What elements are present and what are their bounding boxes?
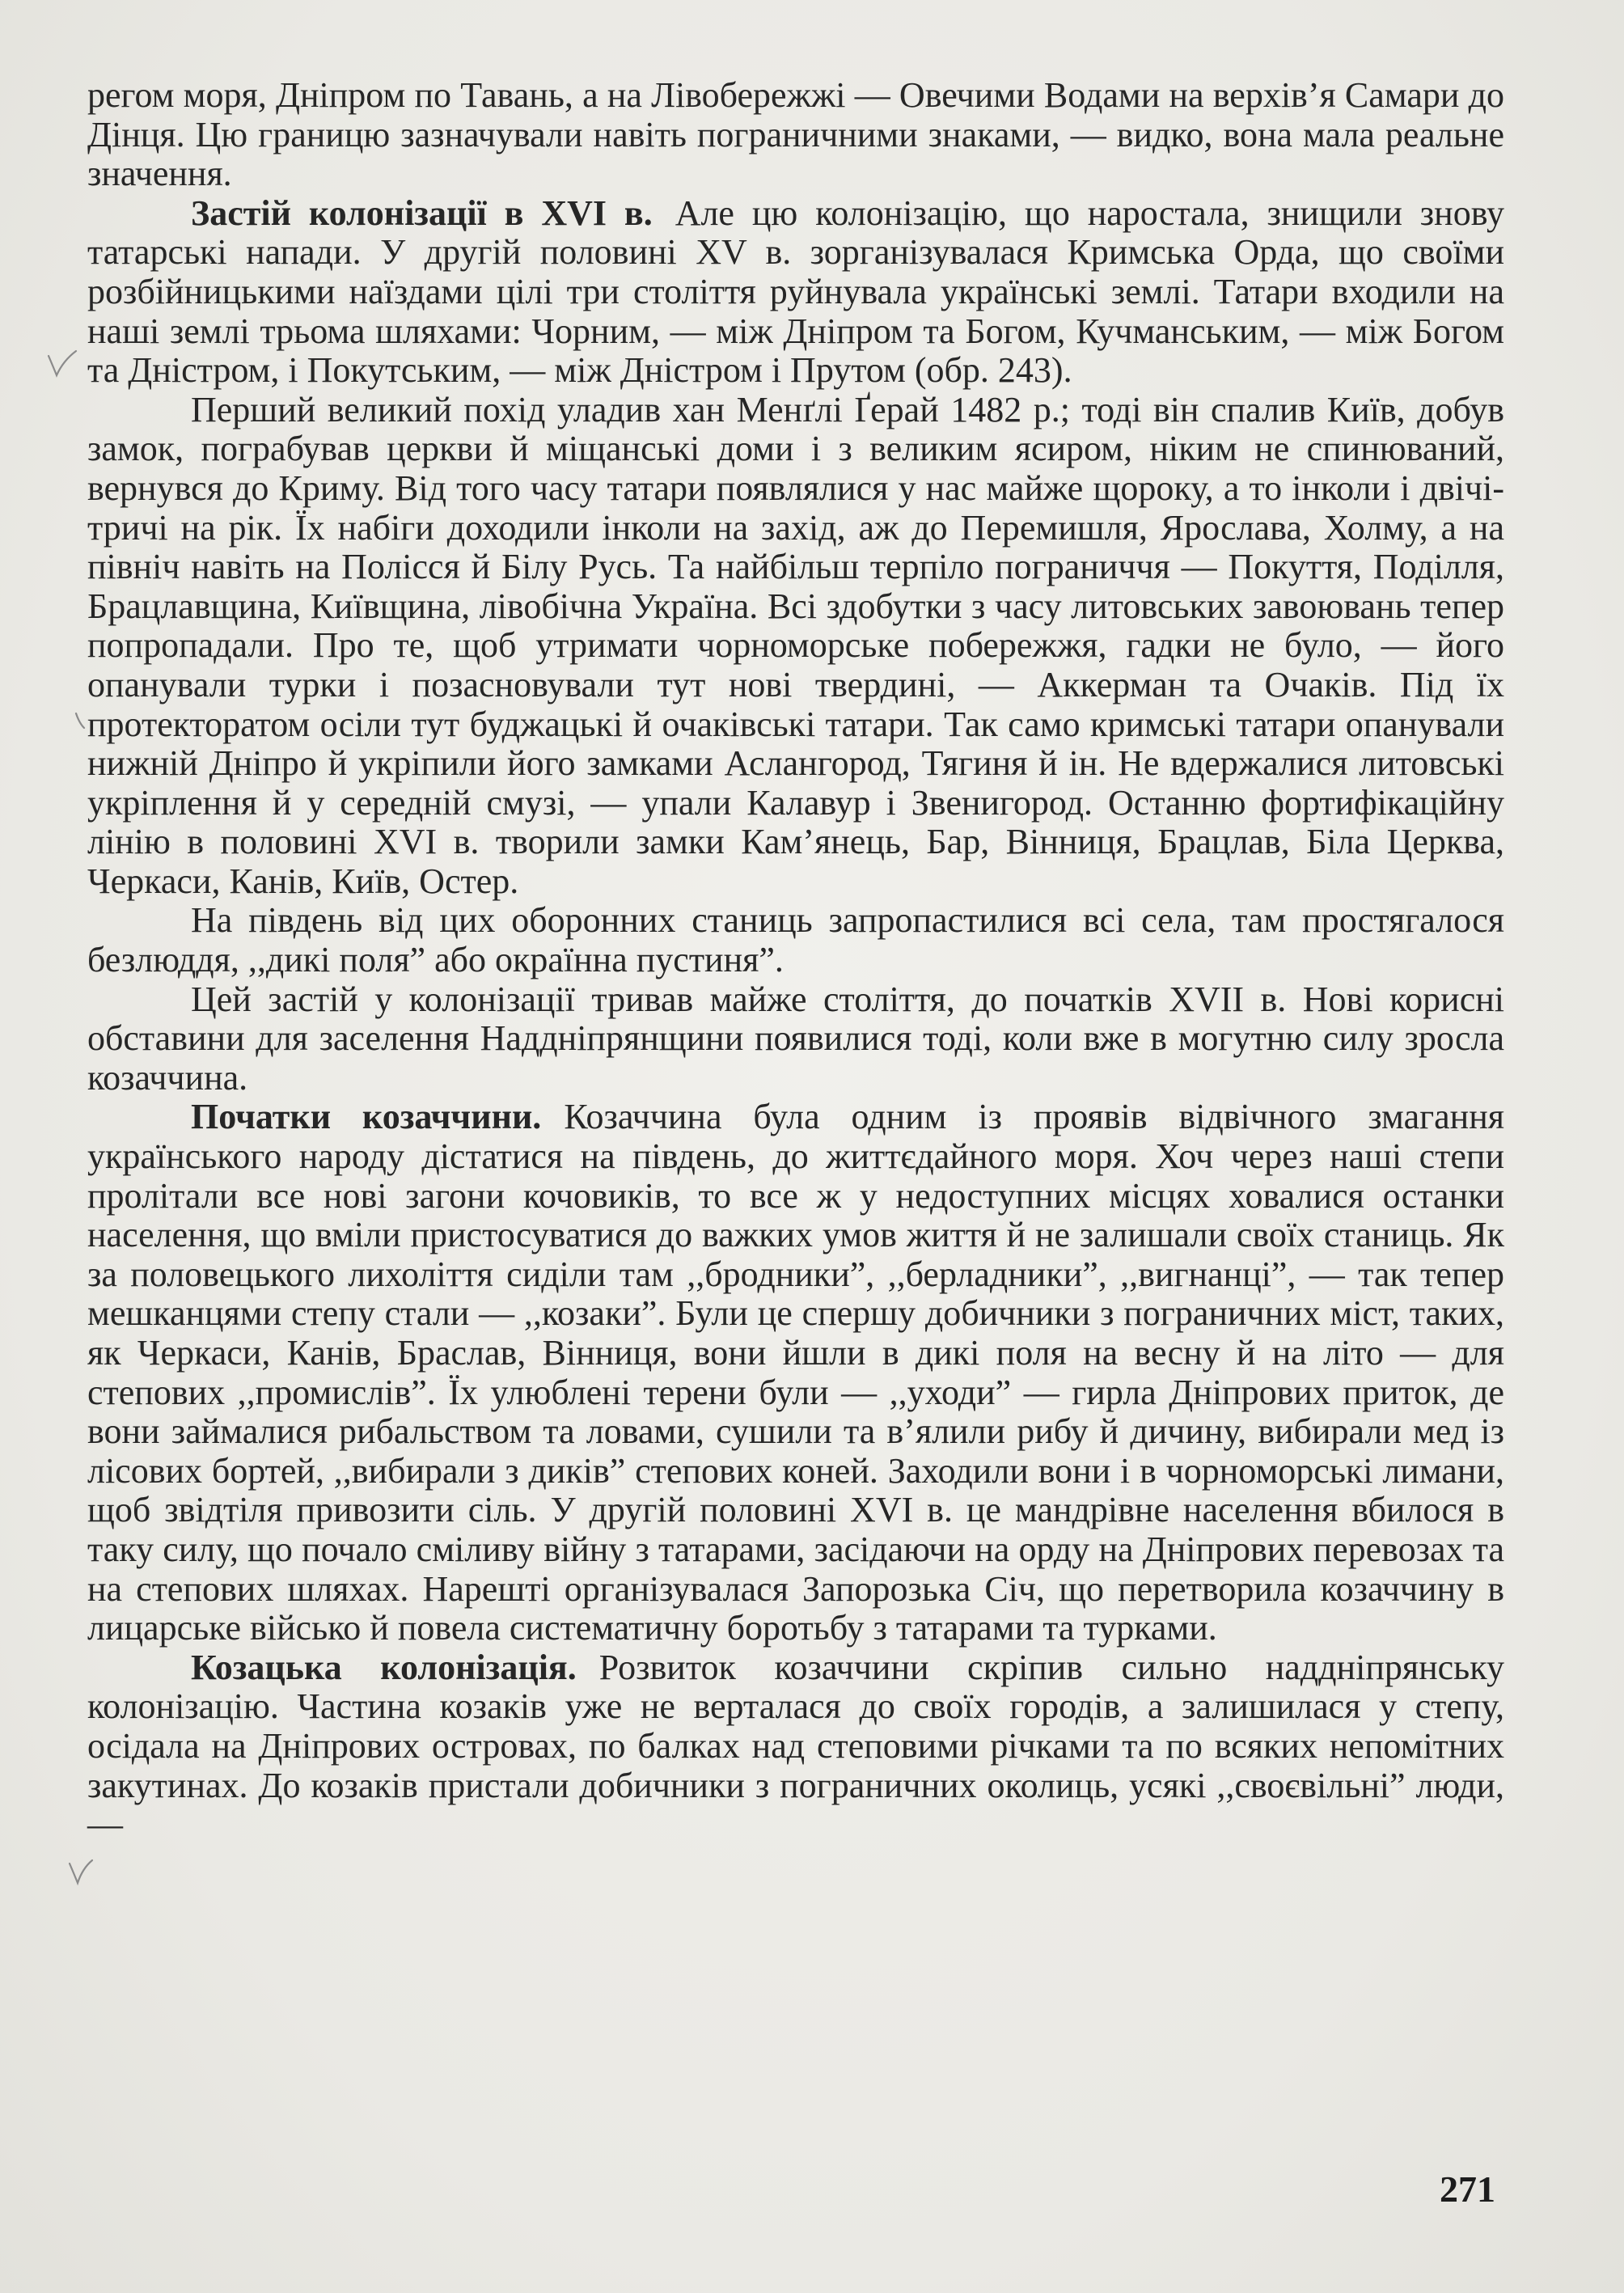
paragraph-text: Перший великий похід уладив хан Менґлі Ґерай 1482 р.; тоді він спалив Київ, добув замок, пограбував церкви й міщанські доми і з великим ясиром, ніким не спинюваний, вернувся до Криму. Від того часу татари появлялися у нас майже щороку, а то інколи і двічі-тричі на рік. Їх набіги доходили інколи на захід, аж до Перемишля, Ярослава, Холму, а на північ навіть на Полісся й Білу Русь. Та найбільш терпіло пограниччя — Покуття, Поділля, Брацлавщина, Київщина, лівобічна Україна. Всі здобутки з часу литовських завоювань тепер попропадали. Про те, щоб утримати чорноморське побережжя, гадки не було, — його опанували турки і позасновували тут нові твердині, — Аккерман та Очаків. Під їх протекторатом осіли тут буджацькі й очаківські татари. Так само кримські татари опанували нижній Дніпро й укріпили його замками Аслангород, Тягиня й ін. Не вдержалися литовські укріплення й у середній смузі, — упали Калавур і Звенигород. Останню фортифікаційну лінію в половині XVI в. творили замки Кам’янець, Бар, Вінниця, Брацлав, Біла Церква, Черкаси, Канів, Київ, Остер. (87, 389, 1504, 901)
paragraph-text: регом моря, Дніпром по Тавань, а на Лівобережжі — Овечими Водами на верхів’я Самари до Дінця. Цю границю зазначували навіть пограничними знаками, — видко, вона мала реальне значення. (87, 75, 1504, 194)
paragraph-text: Розвиток козаччини скріпив сильно наддніпрянську колонізацію. Частина козаків уже не верталася до своїх городів, а залишилася у степу, осідала на Дніпрових островах, по балках над степовими річками та по всяких непомітних закутинах. До козаків пристали добичники з пограничних околиць, усякі ,,своєвільні” люди, — (87, 1647, 1505, 1845)
paragraph-4 (87, 901, 1504, 979)
paragraph-5 (87, 980, 1504, 1098)
section-heading-cossack-origins: Початки козаччини. (191, 1097, 542, 1137)
paragraph-7 (87, 1648, 1504, 1845)
pencil-check-mark-icon (65, 1857, 97, 1889)
paragraph-text: Але цю колонізацію, що наростала, знищили знову татарські напади. У другій половині XV в. зорганізувалася Кримська Орда, що своїми розбійницькими наїздами цілі три століття руйнувала українські землі. Татари входили на наші землі трьома шляхами: Чорним, — між Дніпром та Богом, Кучманським, — між Богом та Дністром, і Покутським, — між Дністром і Прутом (обр. 243). (87, 192, 1505, 391)
pencil-tick-mark-icon (71, 709, 104, 741)
section-heading-cossack-colonization: Козацька колонізація. (191, 1647, 577, 1687)
pencil-check-mark-icon (45, 348, 78, 380)
paragraph-text: На південь від цих оборонних станиць запропастилися всі села, там простягалося безлюддя, ,,дикі поля” або окраїнна пустиня”. (87, 900, 1504, 980)
paragraph-3 (87, 391, 1504, 902)
page-number: 271 (1440, 2168, 1495, 2210)
paragraph-2 (87, 194, 1504, 391)
body-text (87, 76, 1504, 1845)
paragraph-text: Цей застій у колонізації тривав майже століття, до початків XVII в. Нові корисні обставини для заселення Наддніпрянщини появилися тоді, коли вже в могутню силу зросла козаччина. (87, 979, 1504, 1098)
paragraph-1 (87, 76, 1504, 194)
paragraph-6 (87, 1098, 1504, 1648)
paragraph-text: Козаччина була одним із проявів відвічного змагання українського народу дістатися на південь, до життєдайного моря. Хоч через наші степи пролітали все нові загони кочовиків, то все ж у недоступних місцях ховалися останки населення, що вміли пристосуватися до важких умов життя й не залишали своїх станиць. Як за половецького лихоліття сиділи там ,,бродники”, ,,берладники”, ,,вигнанці”, — так тепер мешканцями степу стали — ,,козаки”. Були це спершу добичники з пограничних міст, таких, як Черкаси, Канів, Браслав, Вінниця, вони йшли в дикі поля на весну й на літо — для степових ,,промислів”. Їх улюблені терени були — ,,уходи” — гирла Дніпрових приток, де вони займалися рибальством та ловами, сушили та в’ялили рибу й дичину, вибирали мед із лісових бортей, ,,вибирали з диків” степових коней. Заходили вони і в чорноморські лимани, щоб звідтіля привозити сіль. У другій половині XVI в. це мандрівне населення вбилося в таку силу, що почало сміливу війну з татарами, засідаючи на орду на Дніпрових перевозах та на степових шляхах. Нарешті організувалася Запорозька Січ, що перетворила козаччину в лицарське військо й повела систематичну боротьбу з татарами та турками. (87, 1097, 1505, 1648)
section-heading-stagnation: Застій колонізації в XVI в. (191, 192, 653, 233)
